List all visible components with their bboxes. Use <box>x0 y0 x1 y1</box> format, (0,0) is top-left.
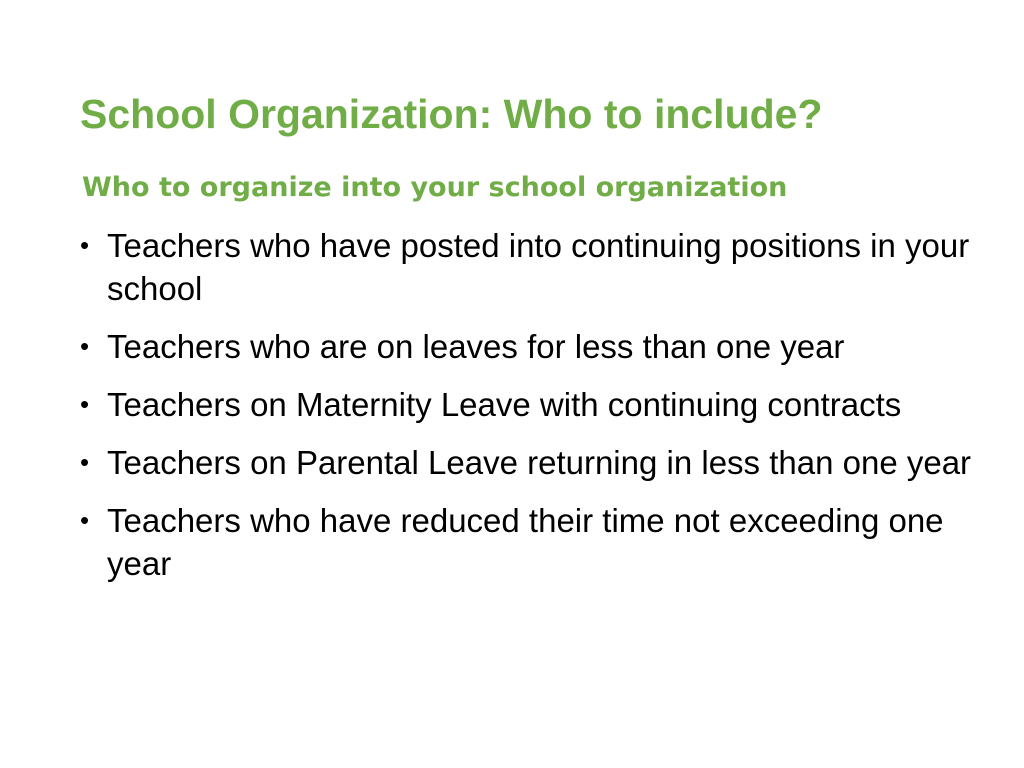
bullet-text: Teachers who have posted into continuing positions in your school <box>107 227 970 307</box>
slide-title: School Organization: Who to include? <box>80 91 823 137</box>
bullet-marker: • <box>80 505 90 535</box>
slide-subtitle: Who to organize into your school organization <box>82 172 788 203</box>
bullet-marker: • <box>80 331 90 361</box>
bullet-text: Teachers on Maternity Leave with continuing contracts <box>107 386 902 423</box>
bullet-list <box>80 224 980 600</box>
bullet-marker: • <box>80 389 90 419</box>
bullet-text: Teachers on Parental Leave returning in less than one year <box>107 444 972 481</box>
bullet-item <box>80 325 980 368</box>
bullet-item <box>80 441 980 484</box>
bullet-item <box>80 383 980 426</box>
bullet-marker: • <box>80 447 90 477</box>
bullet-item <box>80 499 980 585</box>
bullet-text: Teachers who are on leaves for less than one year <box>107 328 845 365</box>
bullet-marker: • <box>80 230 90 260</box>
bullet-item <box>80 224 980 310</box>
bullet-text: Teachers who have reduced their time not exceeding one year <box>107 502 944 582</box>
